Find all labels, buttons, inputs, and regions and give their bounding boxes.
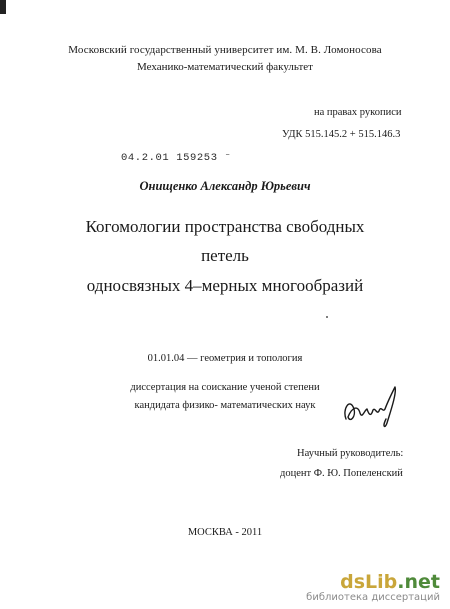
udc-code: УДК 515.145.2 + 515.146.3 (282, 129, 401, 140)
manuscript-rights-note: на правах рукописи (314, 107, 402, 118)
city-year: МОСКВА - 2011 (187, 527, 263, 538)
thesis-title-line-1: Когомологии пространства свободных (85, 217, 365, 236)
watermark-subtitle: библиотека диссертаций (306, 592, 440, 603)
library-stamp-number: 04.2.01 159253 ⁻ (121, 152, 232, 164)
dslib-logo (306, 573, 440, 592)
scan-speck (326, 316, 328, 318)
logo-main-text: dsLib (340, 571, 398, 593)
faculty-name: Механико-математический факультет (137, 61, 313, 73)
advisor-name: доцент Ф. Ю. Попеленский (280, 468, 403, 479)
dslib-watermark (306, 573, 440, 603)
scan-corner-mark (0, 0, 6, 14)
author-name: Онищенко Александр Юрьевич (139, 179, 311, 193)
specialty-code: 01.01.04 — геометрия и топология (147, 353, 303, 364)
handwritten-signature (340, 383, 405, 431)
thesis-title-line-3: односвязных 4–мерных многообразий (86, 276, 364, 295)
logo-tld-text: .net (397, 571, 440, 593)
degree-statement-line-1: диссертация на соискание ученой степени (130, 382, 320, 393)
university-name: Московский государственный университет им. М. В. Ломоносова (68, 44, 382, 56)
advisor-label: Научный руководитель: (297, 448, 404, 459)
degree-statement-line-2: кандидата физико- математических наук (134, 400, 316, 411)
thesis-title-line-2: петель (201, 246, 249, 265)
